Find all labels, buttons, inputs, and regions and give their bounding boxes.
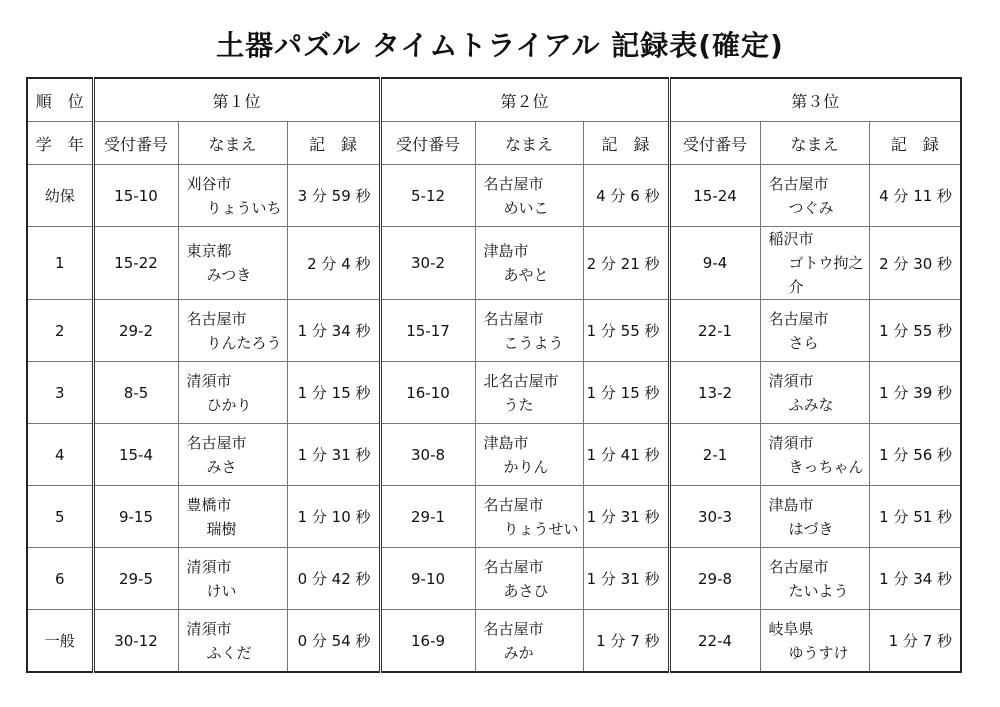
entry-city: 津島市 <box>483 242 529 260</box>
table-row <box>27 300 961 362</box>
entry-record: 1 分 34 秒 <box>869 548 961 610</box>
entry-city: 名古屋市 <box>768 174 829 193</box>
entry-name-cell <box>178 424 287 486</box>
entry-number: 15-24 <box>669 165 760 227</box>
entry-number: 15-17 <box>380 300 475 362</box>
entry-person-name: あやと <box>503 266 549 284</box>
entry-person-name: きっちゃん <box>788 457 864 476</box>
entry-record: 1 分 41 秒 <box>583 424 669 486</box>
entry-number: 30-8 <box>380 424 475 486</box>
entry-city: 清須市 <box>768 433 814 452</box>
entry-record: 1 分 7 秒 <box>869 610 961 673</box>
entry-person-name: みさ <box>206 457 237 476</box>
entry-number: 15-22 <box>93 227 178 300</box>
entry-person-name: ふみな <box>788 395 834 414</box>
rank-header-row <box>27 78 961 122</box>
rank-label: 順 位 <box>27 78 93 122</box>
rank-1-header: 第１位 <box>93 78 380 122</box>
table-row <box>27 548 961 610</box>
entry-name-cell <box>760 610 869 673</box>
entry-record: 1 分 7 秒 <box>583 610 669 673</box>
entry-name-cell <box>475 227 583 300</box>
entry-record: 1 分 31 秒 <box>583 486 669 548</box>
entry-city: 清須市 <box>186 371 232 390</box>
entry-name-cell <box>178 610 287 673</box>
entry-name-cell <box>475 362 583 424</box>
entry-number: 16-10 <box>380 362 475 424</box>
grade-cell: 4 <box>27 424 93 486</box>
col-name-header: なまえ <box>178 122 287 165</box>
entry-person-name: みつき <box>206 266 252 284</box>
entry-city: 清須市 <box>186 619 232 638</box>
entry-name-cell <box>475 610 583 673</box>
entry-city: 東京都 <box>186 242 232 260</box>
entry-person-name: ひかり <box>206 395 252 414</box>
entry-number: 22-4 <box>669 610 760 673</box>
entry-name-cell <box>760 424 869 486</box>
entry-number: 29-2 <box>93 300 178 362</box>
entry-name-cell <box>760 486 869 548</box>
entry-record: 1 分 31 秒 <box>287 424 380 486</box>
entry-city: 岐阜県 <box>768 619 814 638</box>
col-name-header: なまえ <box>760 122 869 165</box>
entry-name-cell <box>760 227 869 300</box>
grade-label: 学 年 <box>27 122 93 165</box>
entry-person-name: こうよう <box>503 333 564 352</box>
entry-name-cell <box>178 548 287 610</box>
entry-name-cell <box>178 362 287 424</box>
entry-city: 清須市 <box>186 557 232 576</box>
entry-name-cell <box>475 548 583 610</box>
entry-record: 1 分 15 秒 <box>287 362 380 424</box>
entry-city: 名古屋市 <box>186 433 247 452</box>
entry-number: 9-4 <box>669 227 760 300</box>
col-record-header: 記 録 <box>287 122 380 165</box>
entry-number: 2-1 <box>669 424 760 486</box>
table-row <box>27 424 961 486</box>
entry-record: 1 分 39 秒 <box>869 362 961 424</box>
grade-cell: 1 <box>27 227 93 300</box>
entry-city: 北名古屋市 <box>483 371 559 390</box>
entry-record: 4 分 11 秒 <box>869 165 961 227</box>
entry-person-name: さら <box>788 333 819 352</box>
entry-name-cell <box>475 486 583 548</box>
entry-person-name: あさひ <box>503 581 549 600</box>
entry-city: 名古屋市 <box>483 174 544 193</box>
col-number-header: 受付番号 <box>669 122 760 165</box>
entry-number: 29-8 <box>669 548 760 610</box>
entry-person-name: りょうせい <box>503 519 579 538</box>
entry-number: 5-12 <box>380 165 475 227</box>
entry-person-name: りょういち <box>206 198 282 217</box>
grade-cell: 幼保 <box>27 165 93 227</box>
entry-person-name: つぐみ <box>788 198 834 217</box>
grade-cell: 一般 <box>27 610 93 673</box>
entry-record: 1 分 55 秒 <box>583 300 669 362</box>
table-row <box>27 227 961 300</box>
col-record-header: 記 録 <box>869 122 961 165</box>
entry-name-cell <box>475 165 583 227</box>
entry-record: 1 分 51 秒 <box>869 486 961 548</box>
entry-name-cell <box>760 362 869 424</box>
entry-person-name: けい <box>206 581 237 600</box>
col-number-header: 受付番号 <box>93 122 178 165</box>
table-row <box>27 486 961 548</box>
entry-record: 2 分 30 秒 <box>869 227 961 300</box>
entry-city: 稲沢市 <box>768 230 814 248</box>
rank-2-header: 第２位 <box>380 78 669 122</box>
entry-number: 13-2 <box>669 362 760 424</box>
entry-city: 名古屋市 <box>186 309 247 328</box>
entry-number: 29-5 <box>93 548 178 610</box>
entry-number: 30-2 <box>380 227 475 300</box>
entry-person-name: ゴトウ拘之介 <box>788 254 864 296</box>
column-header-row <box>27 122 961 165</box>
entry-name-cell <box>475 300 583 362</box>
entry-city: 津島市 <box>768 495 814 514</box>
entry-number: 9-10 <box>380 548 475 610</box>
entry-city: 名古屋市 <box>483 495 544 514</box>
entry-record: 1 分 55 秒 <box>869 300 961 362</box>
entry-person-name: りんたろう <box>206 333 282 352</box>
col-name-header: なまえ <box>475 122 583 165</box>
entry-city: 名古屋市 <box>483 309 544 328</box>
entry-record: 1 分 15 秒 <box>583 362 669 424</box>
entry-record: 3 分 59 秒 <box>287 165 380 227</box>
entry-city: 豊橋市 <box>186 495 232 514</box>
entry-number: 15-4 <box>93 424 178 486</box>
entry-record: 1 分 31 秒 <box>583 548 669 610</box>
entry-person-name: みか <box>503 643 534 662</box>
entry-person-name: ゆうすけ <box>788 643 849 662</box>
page-title: 土器パズル タイムトライアル 記録表(確定) <box>216 29 784 62</box>
entry-city: 名古屋市 <box>483 619 544 638</box>
entry-city: 名古屋市 <box>768 557 829 576</box>
entry-person-name: めいこ <box>503 198 549 217</box>
col-number-header: 受付番号 <box>380 122 475 165</box>
entry-number: 30-3 <box>669 486 760 548</box>
entry-city: 清須市 <box>768 371 814 390</box>
entry-number: 22-1 <box>669 300 760 362</box>
grade-cell: 5 <box>27 486 93 548</box>
entry-person-name: かりん <box>503 457 549 476</box>
entry-name-cell <box>178 486 287 548</box>
entry-person-name: はづき <box>788 519 834 538</box>
entry-name-cell <box>178 300 287 362</box>
table-row <box>27 165 961 227</box>
entry-name-cell <box>760 548 869 610</box>
entry-record: 4 分 6 秒 <box>583 165 669 227</box>
entry-city: 刈谷市 <box>186 174 232 193</box>
grade-cell: 2 <box>27 300 93 362</box>
entry-record: 1 分 34 秒 <box>287 300 380 362</box>
entry-number: 9-15 <box>93 486 178 548</box>
entry-person-name: たいよう <box>788 581 849 600</box>
entry-name-cell <box>178 165 287 227</box>
entry-record: 2 分 21 秒 <box>583 227 669 300</box>
grade-cell: 6 <box>27 548 93 610</box>
entry-person-name: 瑞樹 <box>206 519 237 538</box>
entry-name-cell <box>760 165 869 227</box>
rank-3-header: 第３位 <box>669 78 961 122</box>
entry-city: 津島市 <box>483 433 529 452</box>
entry-number: 29-1 <box>380 486 475 548</box>
record-table <box>26 77 962 673</box>
entry-number: 16-9 <box>380 610 475 673</box>
table-row <box>27 610 961 673</box>
entry-person-name: ふくだ <box>206 643 252 662</box>
entry-record: 2 分 4 秒 <box>287 227 380 300</box>
grade-cell: 3 <box>27 362 93 424</box>
entry-name-cell <box>760 300 869 362</box>
entry-name-cell <box>475 424 583 486</box>
col-record-header: 記 録 <box>583 122 669 165</box>
table-row <box>27 362 961 424</box>
entry-person-name: うた <box>503 395 534 414</box>
entry-record: 0 分 42 秒 <box>287 548 380 610</box>
entry-city: 名古屋市 <box>483 557 544 576</box>
entry-number: 30-12 <box>93 610 178 673</box>
entry-number: 15-10 <box>93 165 178 227</box>
entry-city: 名古屋市 <box>768 309 829 328</box>
entry-number: 8-5 <box>93 362 178 424</box>
entry-record: 1 分 10 秒 <box>287 486 380 548</box>
entry-record: 0 分 54 秒 <box>287 610 380 673</box>
entry-record: 1 分 56 秒 <box>869 424 961 486</box>
entry-name-cell <box>178 227 287 300</box>
